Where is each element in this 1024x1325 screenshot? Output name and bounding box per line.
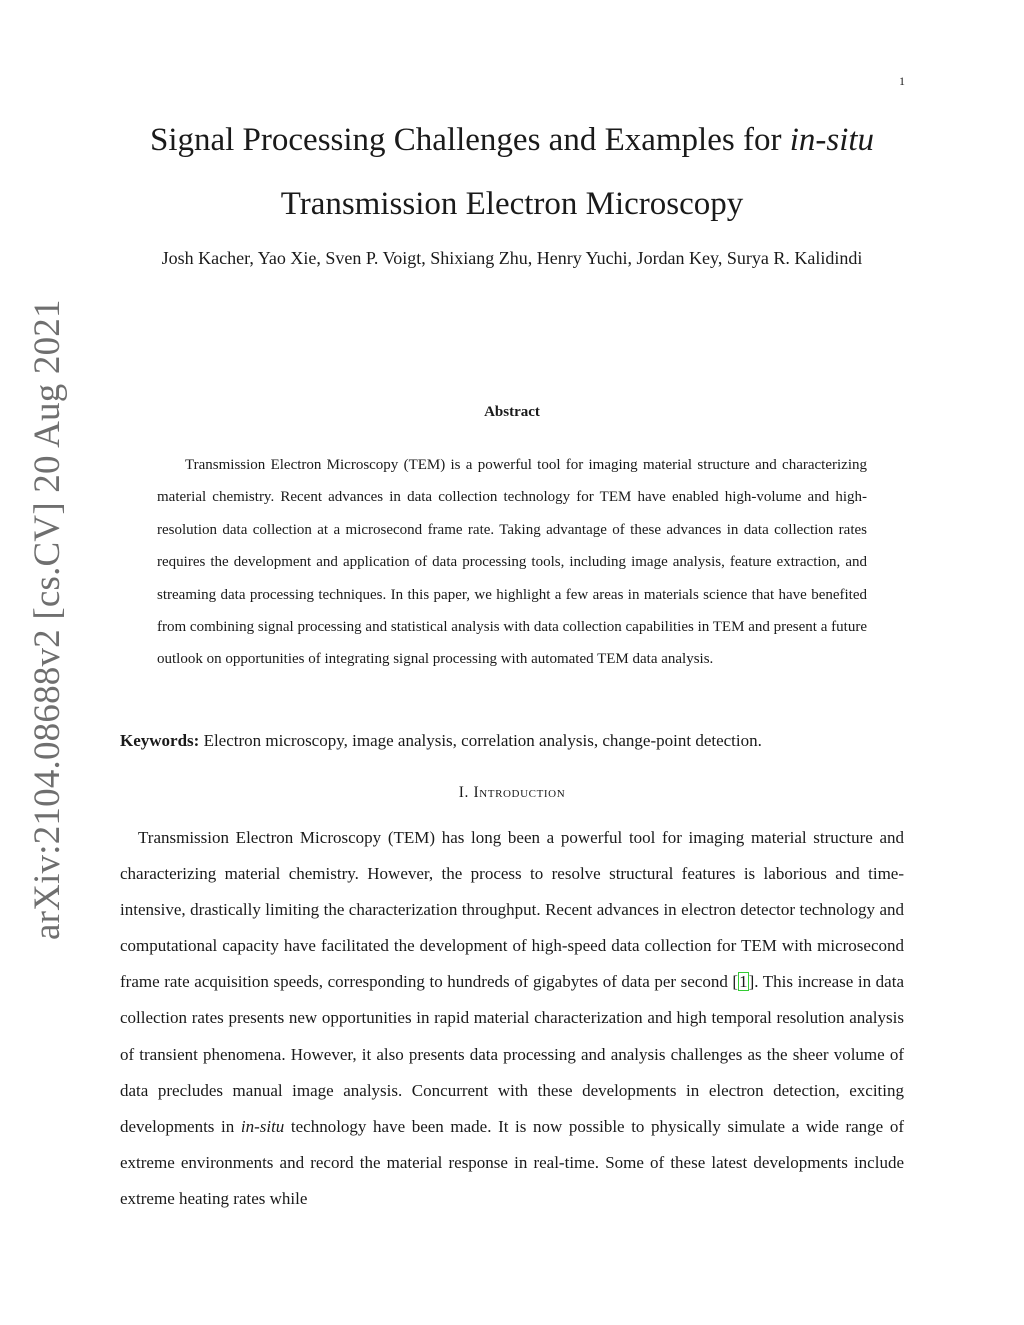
paper-title (110, 108, 914, 236)
abstract-body: Transmission Electron Microscopy (TEM) is a powerful tool for imaging material structure and characterizing material chemistry. Recent advances in data collection technology for TEM have enabled high-volume and high-resolution data collection at a microsecond frame rate. Taking advantage of these advances in data collection rates requires the development and application of data processing tools, including image analysis, feature extraction, and streaming data processing techniques. In this paper, we highlight a few areas in materials science that have benefited from combining signal processing and statistical analysis with data collection capabilities in TEM and present a future outlook on opportunities of integrating signal processing with automated TEM data analysis. (157, 457, 867, 668)
section-title: Introduction (473, 784, 566, 801)
keywords (120, 728, 904, 754)
keywords-label: Keywords: (120, 731, 200, 750)
keywords-text: Electron microscopy, image analysis, correlation analysis, change-point detection. (199, 731, 762, 750)
abstract-heading: Abstract (484, 404, 540, 420)
title-italic-in-situ: in-situ (789, 122, 875, 158)
page-number: 1 (899, 74, 905, 88)
citation-link-1[interactable]: 1 (739, 972, 748, 992)
intro-text-2: ]. This increase in data collection rates presents new opportunities in rapid material characterization and high temporal resolution analysis of transient phenomena. However, it also presents data processing and analysis challenges as the sheer volume of data precludes manual image analysis. Concurrent with these developments in electron detection, exciting developments in (120, 972, 904, 1136)
title-line-1 (110, 108, 914, 172)
title-line-2: Transmission Electron Microscopy (280, 186, 744, 222)
intro-italic-in-situ: in-situ (240, 1116, 285, 1136)
intro-text-3: technology have been made. It is now possible to physically simulate a wide range of extreme environments and record the material response in real-time. Some of these latest developments include extreme heating rates while (120, 1116, 904, 1208)
title-line-1-text: Signal Processing Challenges and Examples for (149, 122, 790, 158)
author-list: Josh Kacher, Yao Xie, Sven P. Voigt, Shixiang Zhu, Henry Yuchi, Jordan Key, Surya R. Kalidindi (161, 248, 863, 268)
intro-text-1: Transmission Electron Microscopy (TEM) has long been a powerful tool for imaging material structure and characterizing material chemistry. However, the process to resolve structural features is laborious and time-intensive, drastically limiting the characterization throughput. Recent advances in electron detector technology and computational capacity have facilitated the development of high-speed data collection for TEM with microsecond frame rate acquisition speeds, corresponding to hundreds of gigabytes of data per second [ (120, 828, 904, 992)
section-heading-introduction (120, 784, 904, 802)
arxiv-identifier-stamp: arXiv:2104.08688v2 [cs.CV] 20 Aug 2021 (27, 299, 68, 940)
section-number: I. (458, 784, 469, 801)
introduction-paragraph (120, 820, 904, 1217)
